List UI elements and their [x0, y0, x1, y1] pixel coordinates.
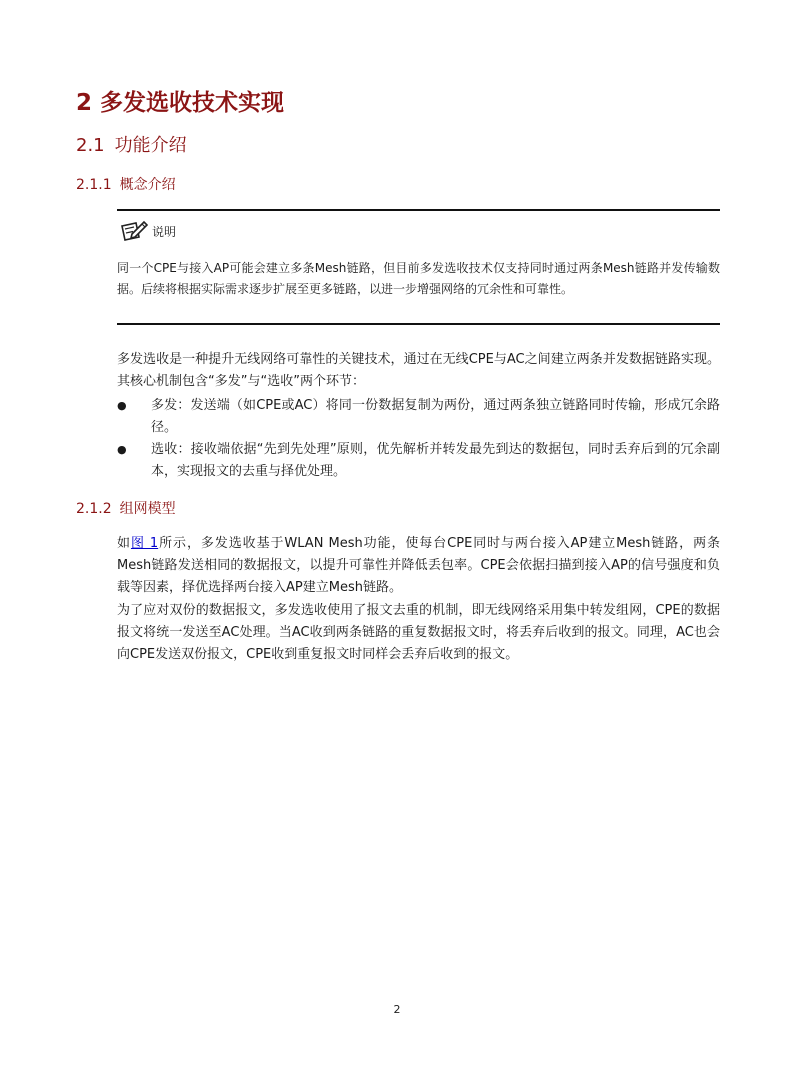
para1-prefix: 如 — [117, 536, 131, 551]
networking-paragraph-2: 为了应对双份的数据报文，多发选收使用了报文去重的机制，即无线网络采用集中转发组网，CPE的数据报文将统一发送至AC处理。当AC收到两条链路的重复数据报文时，将丢弃后收到的报文。同理，AC也会向CPE发送双份报文，CPE收到重复报文时同样会丢弃后收到的报文。 — [117, 603, 720, 662]
heading-2-1-2-number: 2.1.2 — [76, 501, 112, 517]
intro-paragraph: 多发选收是一种提升无线网络可靠性的关键技术，通过在无线CPE与AC之间建立两条并发数据链路实现。其核心机制包含“多发”与“选收”两个环节： — [117, 352, 720, 389]
page-number: 2 — [393, 1003, 401, 1016]
bullet-icon: ● — [117, 399, 127, 412]
heading-2-1-1 — [76, 174, 176, 194]
heading-2 — [76, 131, 187, 157]
list-item — [117, 395, 720, 439]
heading-2-number: 2.1 — [76, 135, 105, 156]
note-label: 说明 — [152, 225, 177, 239]
bullet-icon: ● — [117, 443, 127, 456]
networking-paragraph-1 — [117, 533, 720, 599]
figure-1-link[interactable]: 图 1 — [130, 536, 159, 551]
heading-2-1-2-title: 组网模型 — [119, 501, 176, 517]
heading-2-1-1-number: 2.1.1 — [76, 177, 112, 193]
heading-2-1-1-title: 概念介绍 — [119, 177, 176, 193]
heading-2-1-2 — [76, 498, 176, 518]
note-text: 同一个CPE与接入AP可能会建立多条Mesh链路，但目前多发选收技术仅支持同时通过两条Mesh链路并发传输数据。后续将根据实际需求逐步扩展至更多链路，以进一步增强网络的冗余性和可靠性。 — [117, 261, 720, 296]
note-pencil-icon — [118, 220, 148, 244]
note-header — [118, 220, 176, 244]
para1-suffix: 所示，多发选收基于WLAN Mesh功能，使每台CPE同时与两台接入AP建立Mesh链路，两条Mesh链路发送相同的数据报文，以提升可靠性并降低丢包率。CPE会依据扫描到接入AP的信号强度和负载等因素，择优选择两台接入AP建立Mesh链路。 — [117, 536, 720, 595]
list-item — [117, 439, 720, 483]
bullet-text: 选收：接收端依据“先到先处理”原则，优先解析并转发最先到达的数据包，同时丢弃后到的冗余副本，实现报文的去重与择优处理。 — [151, 442, 720, 479]
bullet-text: 多发：发送端（如CPE或AC）将同一份数据复制为两份，通过两条独立链路同时传输，形成冗余路径。 — [151, 398, 720, 435]
note-box — [117, 209, 720, 325]
heading-1: 2 多发选收技术实现 — [76, 90, 285, 116]
heading-2-title: 功能介绍 — [114, 135, 187, 156]
